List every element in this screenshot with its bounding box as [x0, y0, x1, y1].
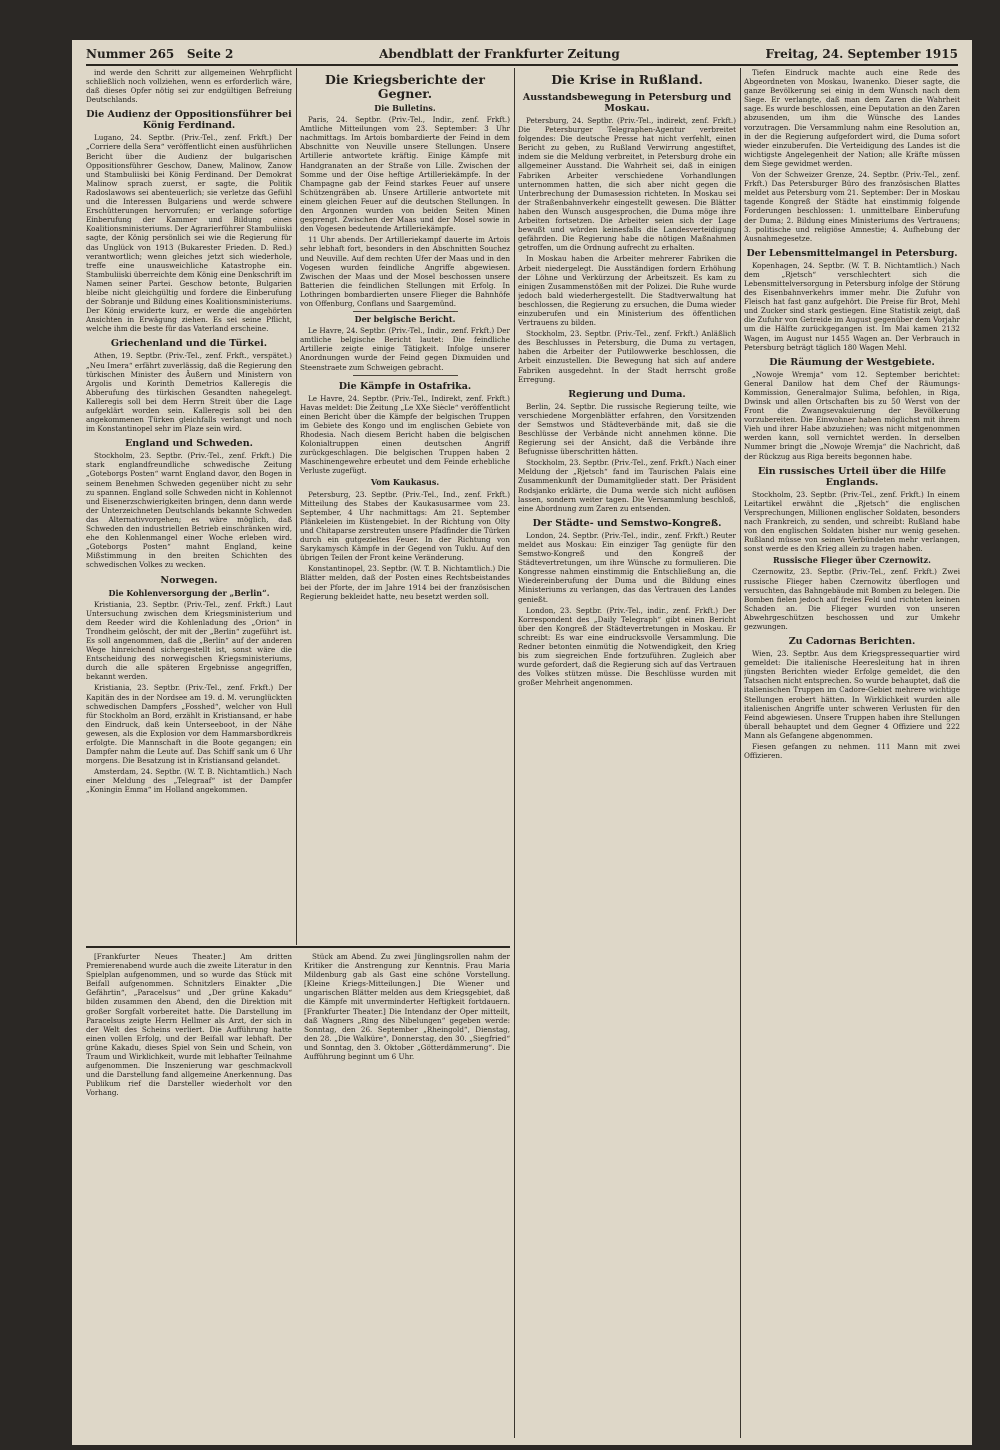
masthead: [86, 46, 958, 62]
article-text: Tiefen Eindruck machte auch eine Rede des Abgeordneten von Moskau, Iwanenko. Dieser sagte, die ganze Bevölkerung sei einig in dem Wunsch nach dem Siege. Er verlangte, daß man dem Zaren die Wahrheit sage. Es wurde beschlossen, eine Deputation an den Zaren abzusenden, um ihm die Wünsche des Landes vorzutragen. Die Versammlung nahm eine Resolution an, in der die Regierung aufgefordert wird, die Duma sofort wieder einzuberufen. Die Verteidigung des Landes ist die wichtigste Angelegenheit der Nation; alle Kräfte müssen dem Siege gewidmet werden.: [744, 68, 960, 168]
headline-kriegsberichte: Die Kriegsberichte der Gegner.: [325, 72, 485, 101]
separator: [353, 375, 458, 376]
article-text: Stockholm, 23. Septbr. (Priv.-Tel., zenf. Frkft.) Nach einer Meldung der „Rjetsch“ fand im Taurischen Palais eine Zusammenkunft der Dumamitglieder statt. Der Präsident Rodsjanko erklärte, die Duma werde sich nicht auflösen lassen, sondern weiter tagen. Die Versammlung beschloß, eine Abordnung zum Zaren zu entsenden.: [518, 458, 736, 513]
column-3: [518, 68, 736, 1438]
column-1: [86, 68, 292, 945]
article-text: Petersburg, 24. Septbr. (Priv.-Tel., indirekt, zenf. Frkft.) Die Petersburger Telegraphen-Agentur verbreitet folgendes: Die deutsche Presse hat nicht verfehlt, einen Bericht zu geben, zu Rußland Verwirrung angestiftet, indem sie die Meldung verbreitet, in Petersburg drohe ein allgemeiner Ausstand. Die Wahrheit sei, daß in einigen Fabriken Arbeiter verschiedene Vorhandlungen unternommen hatten, die sich aber nicht gegen die Unterbrechung der Dumasession richteten. In Moskau sei der Straßenbahnverkehr eingestellt gewesen. Die Blätter haben den Wunsch ausgesprochen, die Duma möge ihre Arbeiten fortsetzen. Die Arbeiter seien sich der Lage bewußt und würden keinesfalls die Landesverteidigung gefährden. Die Regierung habe die nötigen Maßnahmen getroffen, um die Ordnung aufrecht zu erhalten.: [518, 116, 736, 253]
article-text: Amsterdam, 24. Septbr. (W. T. B. Nichtamtlich.) Nach einer Meldung des „Telegraaf“ ist der Dampfer „Koningin Emma“ im Holland angekommen.: [86, 767, 292, 795]
paper-title: Abendblatt der Frankfurter Zeitung: [379, 47, 620, 61]
headline-regierung: Regierung und Duma.: [568, 388, 686, 400]
headline-lebensmittel: Der Lebensmittelmangel in Petersburg.: [746, 247, 958, 259]
article-text: Berlin, 24. Septbr. Die russische Regierung teilte, wie verschiedene Morgenblätter erfahren, den Vorsitzenden der Semstwos und Städteverbände mit, daß sie die Beschlüsse der Verbände nicht annehmen könne. Die Regierung sei der Ansicht, daß die Verbände ihre Befugnisse überschritten hätten.: [518, 401, 736, 457]
column-2: [300, 68, 510, 945]
article-text: 11 Uhr abends. Der Artilleriekampf dauerte im Artois sehr lebhaft fort, besonders in den Abschnitten Souchez und Neuville. Auf dem rechten Ufer der Maas und in den Vogesen wurden feindliche Angriffe abgewiesen. Zwischen der Maas und der Mosel beschossen unsere Batterien die feindlichen Stellungen mit Erfolg. In Lothringen bombardierten unsere Flieger die Bahnhöfe von Offenburg, Conflans und Saargemünd.: [300, 235, 510, 308]
separator: [353, 311, 458, 312]
article-text: Konstantinopel, 23. Septbr. (W. T. B. Nichtamtlich.) Die Blätter melden, daß der Posten eines Rechtsbeistandes bei der Pforte, der im Jahre 1914 bei der französischen Regierung bekleidet hatte, neu besetzt werden soll.: [300, 564, 510, 601]
article-text: Kristiania, 23. Septbr. (Priv.-Tel., zenf. Frkft.) Laut Untersuchung zwischen dem Kriegsministerium und dem Reeder wird die Kohlenladung des „Orion“ in Trondheim gelöscht, der mit der „Berlin“ zugeführt ist. Es soll angenommen, daß die „Berlin“ auf der anderen Wege hinreichend sichergestellt ist, sonst wäre die Entscheidung des norwegischen Kriegsministeriums, durch die alle späteren Ergebnisse angegriffen, bekannt werden.: [86, 599, 292, 682]
article-text: Lugano, 24. Septbr. (Priv.-Tel., zenf. Frkft.) Der „Corriere della Sera“ veröffentlicht einen ausführlichen Bericht über die Audienz der bulgarischen Oppositionsführer Geschow, Danew, Malinow, Zanow und Stambuliiski bei König Ferdinand. Der Demokrat Malinow sprach zuerst, er sagte, die Politik Radoslawows sei abenteuerlich; sie verletze das Gefühl und die Interessen Bulgariens und werde schwere Erschütterungen hervorrufen; er verlange sofortige Einberufung der Kammer und Bildung eines Koalitionsministeriums. Der Agrarierführer Stambuliiski sagte, der König persönlich sei wie die Regierung für das Unglück von 1913 (Bukarester Frieden. D. Red.) verantwortlich; wenn gleiches jetzt sich wiederhole, treffe eine unausweichliche Katastrophe ein. Stambuliiski überreichte dem König eine Denkschrift im Namen seiner Partei. Geschow betonte, Bulgarien bleibe nicht gleichgültig und fordere die Einberufung der Sobranje und Bildung eines Koalitionsministeriums. Der König erwiderte kurz, er werde die angehörten Ansichten in Erwägung ziehen. Es sei seine Pflicht, welche ihm die beste für das Vaterland erscheine.: [86, 133, 292, 334]
subheadline-belgisch: Der belgische Bericht.: [354, 314, 456, 325]
headline-griechenland: Griechenland und die Türkei.: [110, 338, 268, 350]
article-text: In Moskau haben die Arbeiter mehrerer Fabriken die Arbeit niedergelegt. Die Ausständigen fordern Erhöhung der Löhne und Verkürzung der Arbeitszeit. Es kam zu einigen Zusammenstößen mit der Polizei. Die Ruhe wurde jedoch bald wiederhergestellt. Die Stadtverwaltung hat beschlossen, die Regierung zu ersuchen, die Duma wieder einzuberufen und ein Ministerium des öffentlichen Vertrauens zu bilden.: [518, 254, 736, 328]
article-text: ind werde den Schritt zur allgemeinen Wehrpflicht schließlich noch vollziehen, wenn es erforderlich wäre, daß dieses Opfer nötig sei zur endgültigen Befreiung Deutschlands.: [86, 68, 292, 105]
feuilleton: [86, 952, 510, 1438]
issue-date: Freitag, 24. September 1915: [765, 47, 958, 61]
article-text: [Frankfurter Neues Theater.] Am dritten Premierenabend wurde auch die zweite Literatur in den Spielplan aufgenommen, und so wurde das Stück mit Beifall aufgenommen. Schnitzlers Einakter „Die Gefährtin“, „Paracelsus“ und „Der grüne Kakadu“ bilden zusammen den Abend, den die Direktion mit großer Sorgfalt vorbereitet hatte. Die Darstellung im Paracelsus zeigte Herrn Hellmer als Arzt, der sich in der Welt des Scheins verliert. Die Aufführung hatte einen vollen Erfolg, und der Beifall war lebhaft. Der grüne Kakadu, dieses Spiel von Sein und Schein, von Traum und Wirklichkeit, wurde mit lebhafter Teilnahme aufgenommen. Die Inszenierung war geschmackvoll und die Darstellung fand allgemeine Anerkennung. Das Publikum rief die Darsteller wiederholt vor den Vorhang.: [86, 952, 292, 1098]
article-text: Fiesen gefangen zu nehmen. 111 Mann mit zwei Offizieren.: [744, 742, 960, 761]
article-text: London, 24. Septbr. (Priv.-Tel., indir., zenf. Frkft.) Reuter meldet aus Moskau: Ein einziger Tag genügte für den Semstwo-Kongreß und den Kongreß der Städtevertretungen, um ihre Wünsche zu formulieren. Die Kongresse nahmen einstimmig die Entschließung an, die Wiedereinberufung der Duma und die Bildung eines Ministeriums zu verlangen, das das Vertrauen des Landes genießt.: [518, 530, 736, 604]
article-text: Le Havre, 24. Septbr. (Priv.-Tel., Indirekt, zenf. Frkft.) Havas meldet: Die Zeitung „Le XXe Siècle“ veröffentlicht einen Bericht über die Kämpfe der belgischen Truppen im Gebiete des Kongo und im englischen Gebiete von Rhodesia. Nach diesem Bericht haben die belgischen Kolonialtruppen einen deutschen Angriff zurückgeschlagen. Die belgischen Truppen haben 2 Maschinengewehre erbeutet und dem Feinde erhebliche Verluste zugefügt.: [300, 393, 510, 476]
article-text: Athen, 19. Septbr. (Priv.-Tel., zenf. Frkft., verspätet.) „Neu Imera“ erfährt zuverlässig, daß die Regierung den türkischen Minister des Äußern und Ministern von Argolis und Korinth Demetrios Kalleregis die Abberufung des türkischen Gesandten nahegelegt. Kalleregis soll bei dem Herrn Streit über die Lage aufgeklärt worden sein. Kalleregis soll bei den angekommenen Türken gleichfalls verlangt und noch im Konstantinopel sehr im Plaze sein wird.: [86, 351, 292, 434]
feuilleton-column-1: [86, 952, 292, 1438]
headline-raeumung: Die Räumung der Westgebiete.: [769, 356, 935, 368]
headline-krise: Die Krise in Rußland.: [551, 72, 703, 87]
article-text: Stockholm, 23. Septbr. (Priv.-Tel., zenf. Frkft.) In einem Leitartikel erwähnt die „Rjetsch“ die englischen Versprechungen, Millionen englischer Soldaten, besonders nach Frankreich, zu senden, und schreibt: Rußland habe von den englischen Soldaten bisher nur wenig gesehen. Rußland müsse von seinen Verbündeten mehr verlangen, sonst werde es den Krieg allein zu tragen haben.: [744, 489, 960, 554]
feuilleton-column-2: [304, 952, 510, 1438]
article-text: Le Havre, 24. Septbr. (Priv.-Tel., Indir., zenf. Frkft.) Der amtliche belgische Bericht lautet: Die feindliche Artillerie zeigte einige Tätigkeit. Infolge unserer Anordnungen wurde der Feind gegen Dixmuiden und Steenstraete zum Schweigen gebracht.: [300, 326, 510, 372]
column-rule-3: [740, 68, 741, 1438]
headline-cadorna: Zu Cadornas Berichten.: [788, 636, 916, 648]
article-text: Paris, 24. Septbr. (Priv.-Tel., Indir., zenf. Frkft.) Amtliche Mitteilungen vom 23. September: 3 Uhr nachmittags. Im Artois bombardierte der Feind in dem Abschnitte von Neuville unsere Stellungen. Unsere Artillerie antwortete kräftig. Einige Kämpfe mit Handgranaten an der Straße von Lille. Zwischen der Somme und der Oise heftige Artilleriekämpfe. In der Champagne gab der Feind starkes Feuer auf unsere Schützengräben ab. Unsere Artillerie antwortete mit einem gleichen Feuer auf die deutschen Stellungen. In den Argonnen wurden von beiden Seiten Minen gesprengt. Zwischen der Maas und der Mosel sowie in den Vogesen bedeutende Artilleriekämpfe.: [300, 115, 510, 234]
column-4: [744, 68, 960, 1438]
column-rule-2: [514, 68, 515, 1438]
article-text: Stockholm, 23. Septbr. (Priv.-Tel., zenf. Frkft.) Die stark englandfreundliche schwedische Zeitung „Goteborgs Posten“ warnt England davor, den Bogen in seinem Benehmen Schweden gegenüber nicht zu sehr zu spannen. England solle Schweden nicht in Kohlennot und Eisenerzschwierigkeiten bringen, denn dann werde der Unterzeichneten Deutschlands bekannte Schweden das Alternativvorgehen; es wäre möglich, daß Schweden den industriellen Betrieb einschränken wird, ehe den Kohlenmangel einer Woche erleben wird. „Goteborgs Posten“ mahnt England, keine Mißstimmung in den breiten Schichten des schwedischen Volkes zu wecken.: [86, 451, 292, 570]
article-text: Kopenhagen, 24. Septbr. (W. T. B. Nichtamtlich.) Nach dem „Rjetsch“ verschlechtert sich die Lebensmittelversorgung in Petersburg infolge der Störung des Eisenbahnverkehrs immer mehr. Die Zufuhr von Fleisch hat fast ganz aufgehört. Die Preise für Brot, Mehl und Zucker sind stark gestiegen. Eine Statistik zeigt, daß die Zufuhr von Getreide im August gegenüber dem Vorjahr um die Hälfte zurückgegangen ist. Im Mai kamen 2132 Wagen, im August nur 1455 Wagen an. Der Verbrauch in Petersburg beträgt täglich 180 Wagen Mehl.: [744, 260, 960, 352]
newspaper-page: [72, 40, 972, 1445]
article-text: London, 23. Septbr. (Priv.-Tel., indir., zenf. Frkft.) Der Korrespondent des „Daily Telegraph“ gibt einen Bericht über den Kongreß der Städtevertretungen in Moskau. Er schreibt: Es war eine eindrucksvolle Versammlung. Die Redner betonten einmütig die Notwendigkeit, den Krieg bis zum siegreichen Ende fortzuführen. Zugleich aber wurde gefordert, daß die Regierung sich auf das Vertrauen des Volkes stützen müsse. Die Beschlüsse wurden mit großer Mehrheit angenommen.: [518, 605, 736, 688]
headline-ostafrika: Die Kämpfe in Ostafrika.: [338, 380, 472, 392]
masthead-rule: [86, 64, 958, 66]
article-text: Von der Schweizer Grenze, 24. Septbr. (Priv.-Tel., zenf. Frkft.) Das Petersburger Büro des französischen Blattes meldet aus Petersburg vom 21. September: Der in Moskau tagende Kongreß der Städte hat einstimmig folgende Forderungen beschlossen: 1. unmittelbare Einberufung der Duma; 2. Bildung eines Ministeriums des Vertrauens; 3. politische und religiöse Amnestie; 4. Aufhebung der Ausnahmegesetze.: [744, 170, 960, 243]
subheadline-flieger: Russische Flieger über Czernowitz.: [773, 555, 931, 566]
headline-norwegen: Norwegen.: [160, 574, 218, 586]
headline-england: England und Schweden.: [125, 438, 253, 450]
headline-audienz: Die Audienz der Oppositionsführer bei König Ferdinand.: [86, 109, 292, 132]
subheadline-ausstand: Ausstandsbewegung in Petersburg und Moskau.: [522, 92, 732, 114]
article-text: Czernowitz, 23. Septbr. (Priv.-Tel., zenf. Frkft.) Zwei russische Flieger haben Czernowitz überflogen und versuchten, das Bahngebäude mit Bomben zu belegen. Die Bomben fielen jedoch auf freies Feld und richteten keinen Schaden an. Die Flieger wurden von unseren Abwehrgeschützen beschossen und zur Umkehr gezwungen.: [744, 567, 960, 631]
headline-urteil: Ein russisches Urteil über die Hilfe Englands.: [757, 465, 947, 488]
article-text: Kristiania, 23. Septbr. (Priv.-Tel., zenf. Frkft.) Der Kapitän des in der Nordsee am 19. d. M. verunglückten schwedischen Dampfers „Fosshed“, welcher von Hull für Stockholm an Bord, erzählt in Kristiansand, er habe den Eindruck, daß kein Unterseeboot, in der Nähe gewesen, als die Explosion vor dem Hammarsbordkreis erfolgte. Die Mannschaft in die Boote gegangen; ein Dampfer nahm die Leute auf. Das Schiff sank um 6 Uhr morgens. Die Besatzung ist in Kristiansand gelandet.: [86, 683, 292, 766]
subheadline-kohlen: Die Kohlenversorgung der „Berlin“.: [108, 587, 270, 598]
article-text: „Nowoje Wremja“ vom 12. September berichtet: General Danilow hat dem Chef der Räumungs-Kommission, Generalmajor Sulima, befohlen, in Riga, Dwinsk und allen Ortschaften bis zu 50 Werst von der Front die Zwangsevakuierung der Bevölkerung vorzubereiten. Die Einwohner haben möglichst mit ihrem Vieh und ihrer Habe abzuziehen; was nicht mitgenommen werden kann, soll vernichtet werden. In derselben Nummer bringt die „Nowoje Wremja“ die Nachricht, daß der Rückzug aus Riga bereits begonnen habe.: [744, 369, 960, 461]
subheadline-bulletins: Die Bulletins.: [374, 103, 436, 113]
article-text: Stück am Abend. Zu zwei Jünglingsrollen nahm der Kritiker die Anstrengung zur Kenntnis. Frau Maria Mildenburg gab als Gast eine schöne Vorstellung. [Kleine Kriegs-Mitteilungen.] Die Wiener und ungarischen Blätter melden aus dem Kriegsgebiet, daß die Kämpfe mit unverminderter Heftigkeit fortdauern. [Frankfurter Theater.] Die Intendanz der Oper mitteilt, daß Wagners „Ring des Nibelungen“ gegeben werde: Sonntag, den 26. September „Rheingold“, Dienstag, den 28. „Die Walküre“, Donnerstag, den 30. „Siegfried“ und Sonntag, den 3. Oktober „Götterdämmerung“. Die Aufführung beginnt um 6 Uhr.: [304, 952, 510, 1062]
article-text: Stockholm, 23. Septbr. (Priv.-Tel., zenf. Frkft.) Anläßlich des Beschlusses in Petersburg, die Duma zu vertagen, haben die Arbeiter der Putilowwerke beschlossen, die Arbeit einzustellen. Die Bewegung hat sich auf andere Fabriken ausgedehnt. In der Stadt herrscht große Erregung.: [518, 329, 736, 384]
subheadline-kaukasus: Vom Kaukasus.: [370, 477, 440, 488]
article-text: Petersburg, 23. Septbr. (Priv.-Tel., Ind., zenf. Frkft.) Mitteilung des Stabes der Kaukasusarmee vom 23. September, 4 Uhr nachmittags: Am 21. September Plänkeleien im Küstengebiet. In der Richtung von Olty und Chitaparse zerstreuten unsere Pfadfinder die Türken durch ein gutgezieltes Feuer. In der Richtung von Sarykamysch Kämpfe in der Gegend von Tuklu. Auf den übrigen Teilen der Front keine Veränderung.: [300, 489, 510, 563]
article-text: Wien, 23. Septbr. Aus dem Kriegspressequartier wird gemeldet: Die italienische Heeresleitung hat in ihren jüngsten Berichten wieder Erfolge gemeldet, die den Tatsachen nicht entsprechen. So wurde behauptet, daß die italienischen Truppen im Cadore-Gebiet mehrere wichtige Stellungen erobert hätten. In Wirklichkeit wurden alle italienischen Angriffe unter schweren Verlusten für den Feind abgewiesen. Unsere Truppen haben ihre Stellungen überall behauptet und dem Gegner 4 Offiziere und 222 Mann als Gefangene abgenommen.: [744, 649, 960, 740]
feuilleton-rule: [86, 946, 510, 948]
issue-number-page: Nummer 265 Seite 2: [86, 47, 234, 61]
headline-kongress: Der Städte- und Semstwo-Kongreß.: [532, 517, 722, 529]
column-rule-1: [296, 68, 297, 945]
